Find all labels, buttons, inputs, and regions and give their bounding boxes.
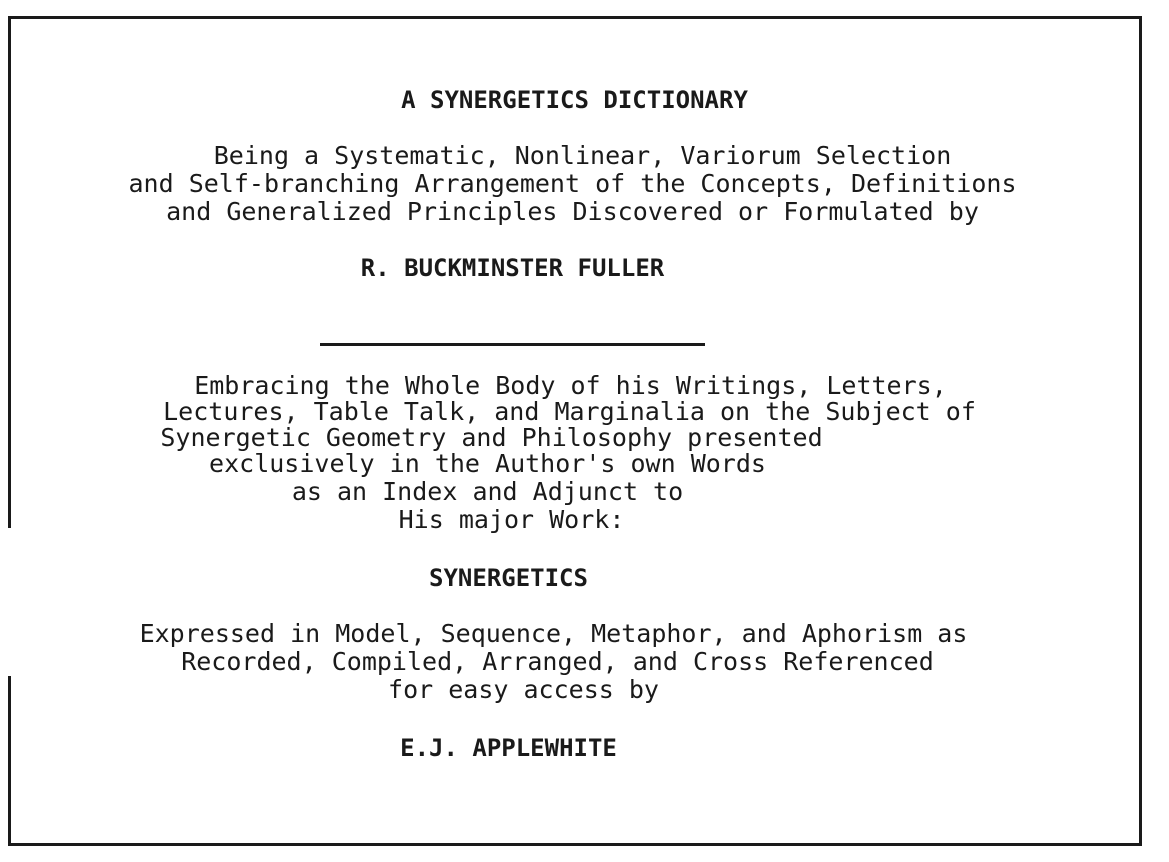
scope-line-4: exclusively in the Author's own Words <box>209 449 766 478</box>
scope-line-2: Lectures, Table Talk, and Marginalia on the Subject of <box>163 397 976 426</box>
compiler-line-3: for easy access by <box>388 675 659 704</box>
scope-line-3: Synergetic Geometry and Philosophy presented <box>160 423 823 452</box>
subtitle-line-1: Being a Systematic, Nonlinear, Variorum Selection <box>213 141 952 170</box>
document-title: A SYNERGETICS DICTIONARY <box>401 86 748 114</box>
subtitle-line-2: and Self-branching Arrangement of the Concepts, Definitions <box>128 169 1017 198</box>
compiler-line-1: Expressed in Model, Sequence, Metaphor, and Aphorism as <box>139 619 968 648</box>
author-name: R. BUCKMINSTER FULLER <box>360 254 665 282</box>
compiler-name: E.J. APPLEWHITE <box>400 734 617 762</box>
compiler-line-2: Recorded, Compiled, Arranged, and Cross Referenced <box>181 647 934 676</box>
scope-line-1: Embracing the Whole Body of his Writings, Letters, <box>194 371 947 400</box>
scope-line-5: as an Index and Adjunct to <box>291 477 684 506</box>
scope-line-6: His major Work: <box>398 505 625 534</box>
subtitle-line-3: and Generalized Principles Discovered or Formulated by <box>166 197 979 226</box>
divider-rule <box>320 343 705 346</box>
major-work-title: SYNERGETICS <box>429 564 588 592</box>
